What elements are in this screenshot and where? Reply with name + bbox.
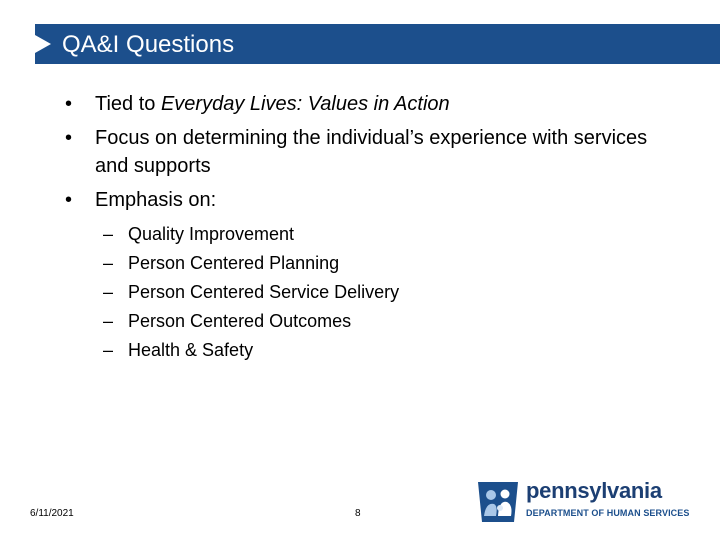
sub-bullet-item	[103, 336, 399, 365]
sub-bullet-text: Person Centered Planning	[128, 253, 340, 273]
sub-bullet-text: Health & Safety	[128, 340, 254, 360]
keystone-family-icon	[474, 478, 522, 526]
sub-bullet-text: Person Centered Outcomes	[128, 311, 352, 331]
bullet-item	[60, 124, 660, 180]
sub-bullet-item	[103, 307, 399, 336]
sub-bullet-list	[103, 220, 399, 365]
page-number: 8	[355, 508, 361, 519]
bullet-icon: •	[65, 93, 73, 115]
sub-bullet-text: Person Centered Service Delivery	[128, 282, 400, 302]
sub-bullet-item	[103, 220, 399, 249]
sub-bullet-item	[103, 249, 399, 278]
bullet-icon: •	[65, 127, 73, 149]
slide-title: QA&I Questions	[62, 31, 235, 58]
sub-bullet-text: Quality Improvement	[128, 224, 295, 244]
dash-icon: –	[103, 340, 114, 360]
bullet-text: Tied to	[95, 93, 161, 115]
dash-icon: –	[103, 282, 114, 302]
bullet-list	[60, 90, 660, 220]
footer-date: 6/11/2021	[30, 508, 74, 519]
bullet-item	[60, 90, 660, 118]
dash-icon: –	[103, 253, 114, 273]
dash-icon: –	[103, 311, 114, 331]
sub-bullet-item	[103, 278, 399, 307]
bullet-text: Focus on determining the individual’s experience with services and supports	[95, 127, 648, 177]
logo-wordmark: pennsylvania	[526, 478, 662, 503]
bullet-italic-text: Everyday Lives: Values in Action	[160, 93, 450, 115]
bullet-text: Emphasis on:	[95, 189, 217, 211]
logo-department: DEPARTMENT OF HUMAN SERVICES	[526, 508, 690, 518]
pa-dhs-logo	[474, 478, 694, 526]
title-arrow-icon	[35, 35, 51, 53]
bullet-icon: •	[65, 189, 73, 211]
dash-icon: –	[103, 224, 114, 244]
bullet-item	[60, 186, 660, 214]
